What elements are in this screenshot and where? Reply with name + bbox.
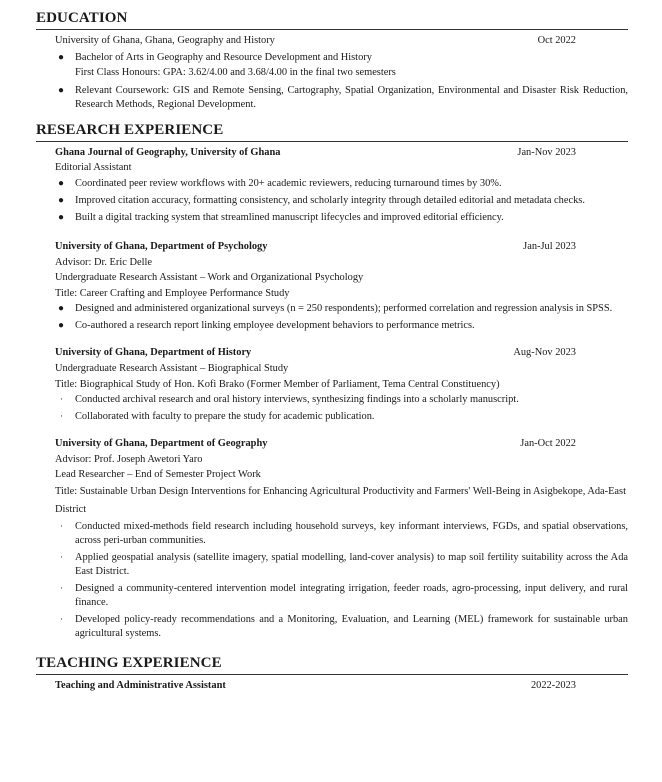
bullet-icon: ● (58, 177, 65, 189)
entry-org: University of Ghana, Department of History (55, 347, 252, 359)
entry-line: Title: Career Crafting and Employee Performance Study (55, 287, 290, 299)
bullet-icon: · (60, 411, 63, 422)
list-item (55, 613, 628, 641)
list-item (55, 177, 628, 191)
entry-date: Aug-Nov 2023 (513, 347, 576, 359)
degree-line: Bachelor of Arts in Geography and Resource Development and History (75, 51, 372, 63)
bullet-icon: · (60, 394, 63, 405)
bullet-icon: · (60, 613, 63, 624)
list-item (55, 302, 628, 316)
bullet-icon: ● (58, 51, 65, 63)
list-item (55, 582, 628, 610)
entry-org: University of Ghana, Department of Psychology (55, 240, 268, 252)
education-school: University of Ghana, Ghana, Geography and History (55, 35, 275, 46)
entry-org: Ghana Journal of Geography, University of Ghana (55, 146, 281, 158)
bullet-text: Co-authored a research report linking employee development behaviors to performance metrics. (75, 320, 475, 332)
coursework-line: Relevant Coursework: GIS and Remote Sensing, Cartography, Spatial Organization, Environmental and Disaster Risk Reduction, Research Methods, Regional Development. (75, 84, 628, 110)
entry-line: Advisor: Dr. Eric Delle (55, 256, 152, 268)
entry-line: Undergraduate Research Assistant – Biographical Study (55, 362, 289, 374)
teaching-date: 2022-2023 (530, 679, 576, 691)
list-item (55, 50, 628, 81)
entry-date: Jan-Jul 2023 (523, 240, 576, 252)
research-section (36, 122, 628, 641)
entry-header (55, 239, 628, 255)
entry-bullets (55, 520, 628, 641)
teaching-role: Teaching and Administrative Assistant (55, 679, 226, 691)
entry-header (55, 345, 628, 361)
bullet-icon: ● (58, 303, 65, 315)
education-heading: EDUCATION (36, 10, 628, 30)
entry-bullets (55, 177, 628, 225)
bullet-text: Coordinated peer review workflows with 20+ academic reviewers, reducing turnaround times by 30%. (75, 177, 502, 189)
entry-header (55, 145, 628, 161)
bullet-text: Designed a community-centered intervention model integrating irrigation, feeder roads, agro-processing, input delivery, and rural finance. (75, 582, 628, 608)
research-entry (36, 436, 628, 641)
entry-line: Title: Sustainable Urban Design Interventions for Enhancing Agricultural Productivity and Farmers' Well-Being in Asigbekope, Ada-East District (55, 485, 626, 515)
entry-header (55, 678, 628, 694)
list-item (55, 194, 628, 208)
entry-date: Jan-Oct 2022 (520, 438, 576, 450)
entry-bullets (55, 393, 628, 424)
bullet-icon: ● (58, 84, 65, 96)
entry-line: Advisor: Prof. Joseph Awetori Yaro (55, 453, 203, 465)
bullet-icon: ● (58, 211, 65, 223)
list-item (55, 410, 628, 424)
education-row (55, 33, 628, 49)
bullet-text: Collaborated with faculty to prepare the study for academic publication. (75, 411, 375, 423)
bullet-icon: ● (58, 320, 65, 332)
bullet-text: Built a digital tracking system that streamlined manuscript lifecycles and improved editorial efficiency. (75, 211, 504, 223)
list-item (55, 319, 628, 333)
teaching-entry (36, 678, 628, 694)
entry-line: Lead Researcher – End of Semester Project Work (55, 469, 261, 481)
entry-line: Undergraduate Research Assistant – Work and Organizational Psychology (55, 272, 364, 284)
entry-org: University of Ghana, Department of Geography (55, 438, 268, 450)
entry-line: Editorial Assistant (55, 162, 132, 174)
entry-date: Jan-Nov 2023 (517, 146, 576, 158)
list-item (55, 551, 628, 579)
research-entry (36, 345, 628, 424)
bullet-icon: · (60, 551, 63, 562)
teaching-heading: TEACHING EXPERIENCE (36, 655, 628, 675)
education-bullets (55, 50, 628, 112)
bullet-text: Improved citation accuracy, formatting consistency, and scholarly integrity through detailed editorial and metadata checks. (75, 194, 585, 206)
bullet-icon: · (60, 520, 63, 531)
list-item (55, 211, 628, 225)
entry-header (55, 436, 628, 452)
education-date: Oct 2022 (537, 35, 576, 46)
entry-line: Title: Biographical Study of Hon. Kofi Brako (Former Member of Parliament, Tema Central Constituency) (55, 378, 500, 390)
research-entry (36, 239, 628, 333)
research-entry (36, 145, 628, 225)
list-item (55, 393, 628, 407)
bullet-text: Conducted archival research and oral history interviews, synthesizing findings into a scholarly manuscript. (75, 394, 519, 406)
list-item (55, 520, 628, 548)
bullet-text: Conducted mixed-methods field research including household surveys, key informant interviews, FGDs, and spatial observations, across peri-urban communities. (75, 520, 628, 546)
entry-bullets (55, 302, 628, 333)
bullet-icon: ● (58, 194, 65, 206)
bullet-text: Developed policy-ready recommendations and a Monitoring, Evaluation, and Learning (MEL) framework for sustainable urban agricultural systems. (75, 613, 628, 639)
list-item (55, 84, 628, 112)
research-heading: RESEARCH EXPERIENCE (36, 122, 628, 142)
teaching-section (36, 655, 628, 694)
bullet-icon: · (60, 582, 63, 593)
honours-line: First Class Honours: GPA: 3.62/4.00 and 3.68/4.00 in the final two semesters (75, 67, 396, 79)
education-entry (36, 33, 628, 112)
education-section (36, 10, 628, 112)
bullet-text: Applied geospatial analysis (satellite imagery, spatial modelling, land-cover analysis) to map soil fertility suitability across the Ada East District. (75, 551, 628, 577)
bullet-text: Designed and administered organizational surveys (n = 250 respondents); performed correlation and regression analysis in SPSS. (75, 303, 613, 315)
